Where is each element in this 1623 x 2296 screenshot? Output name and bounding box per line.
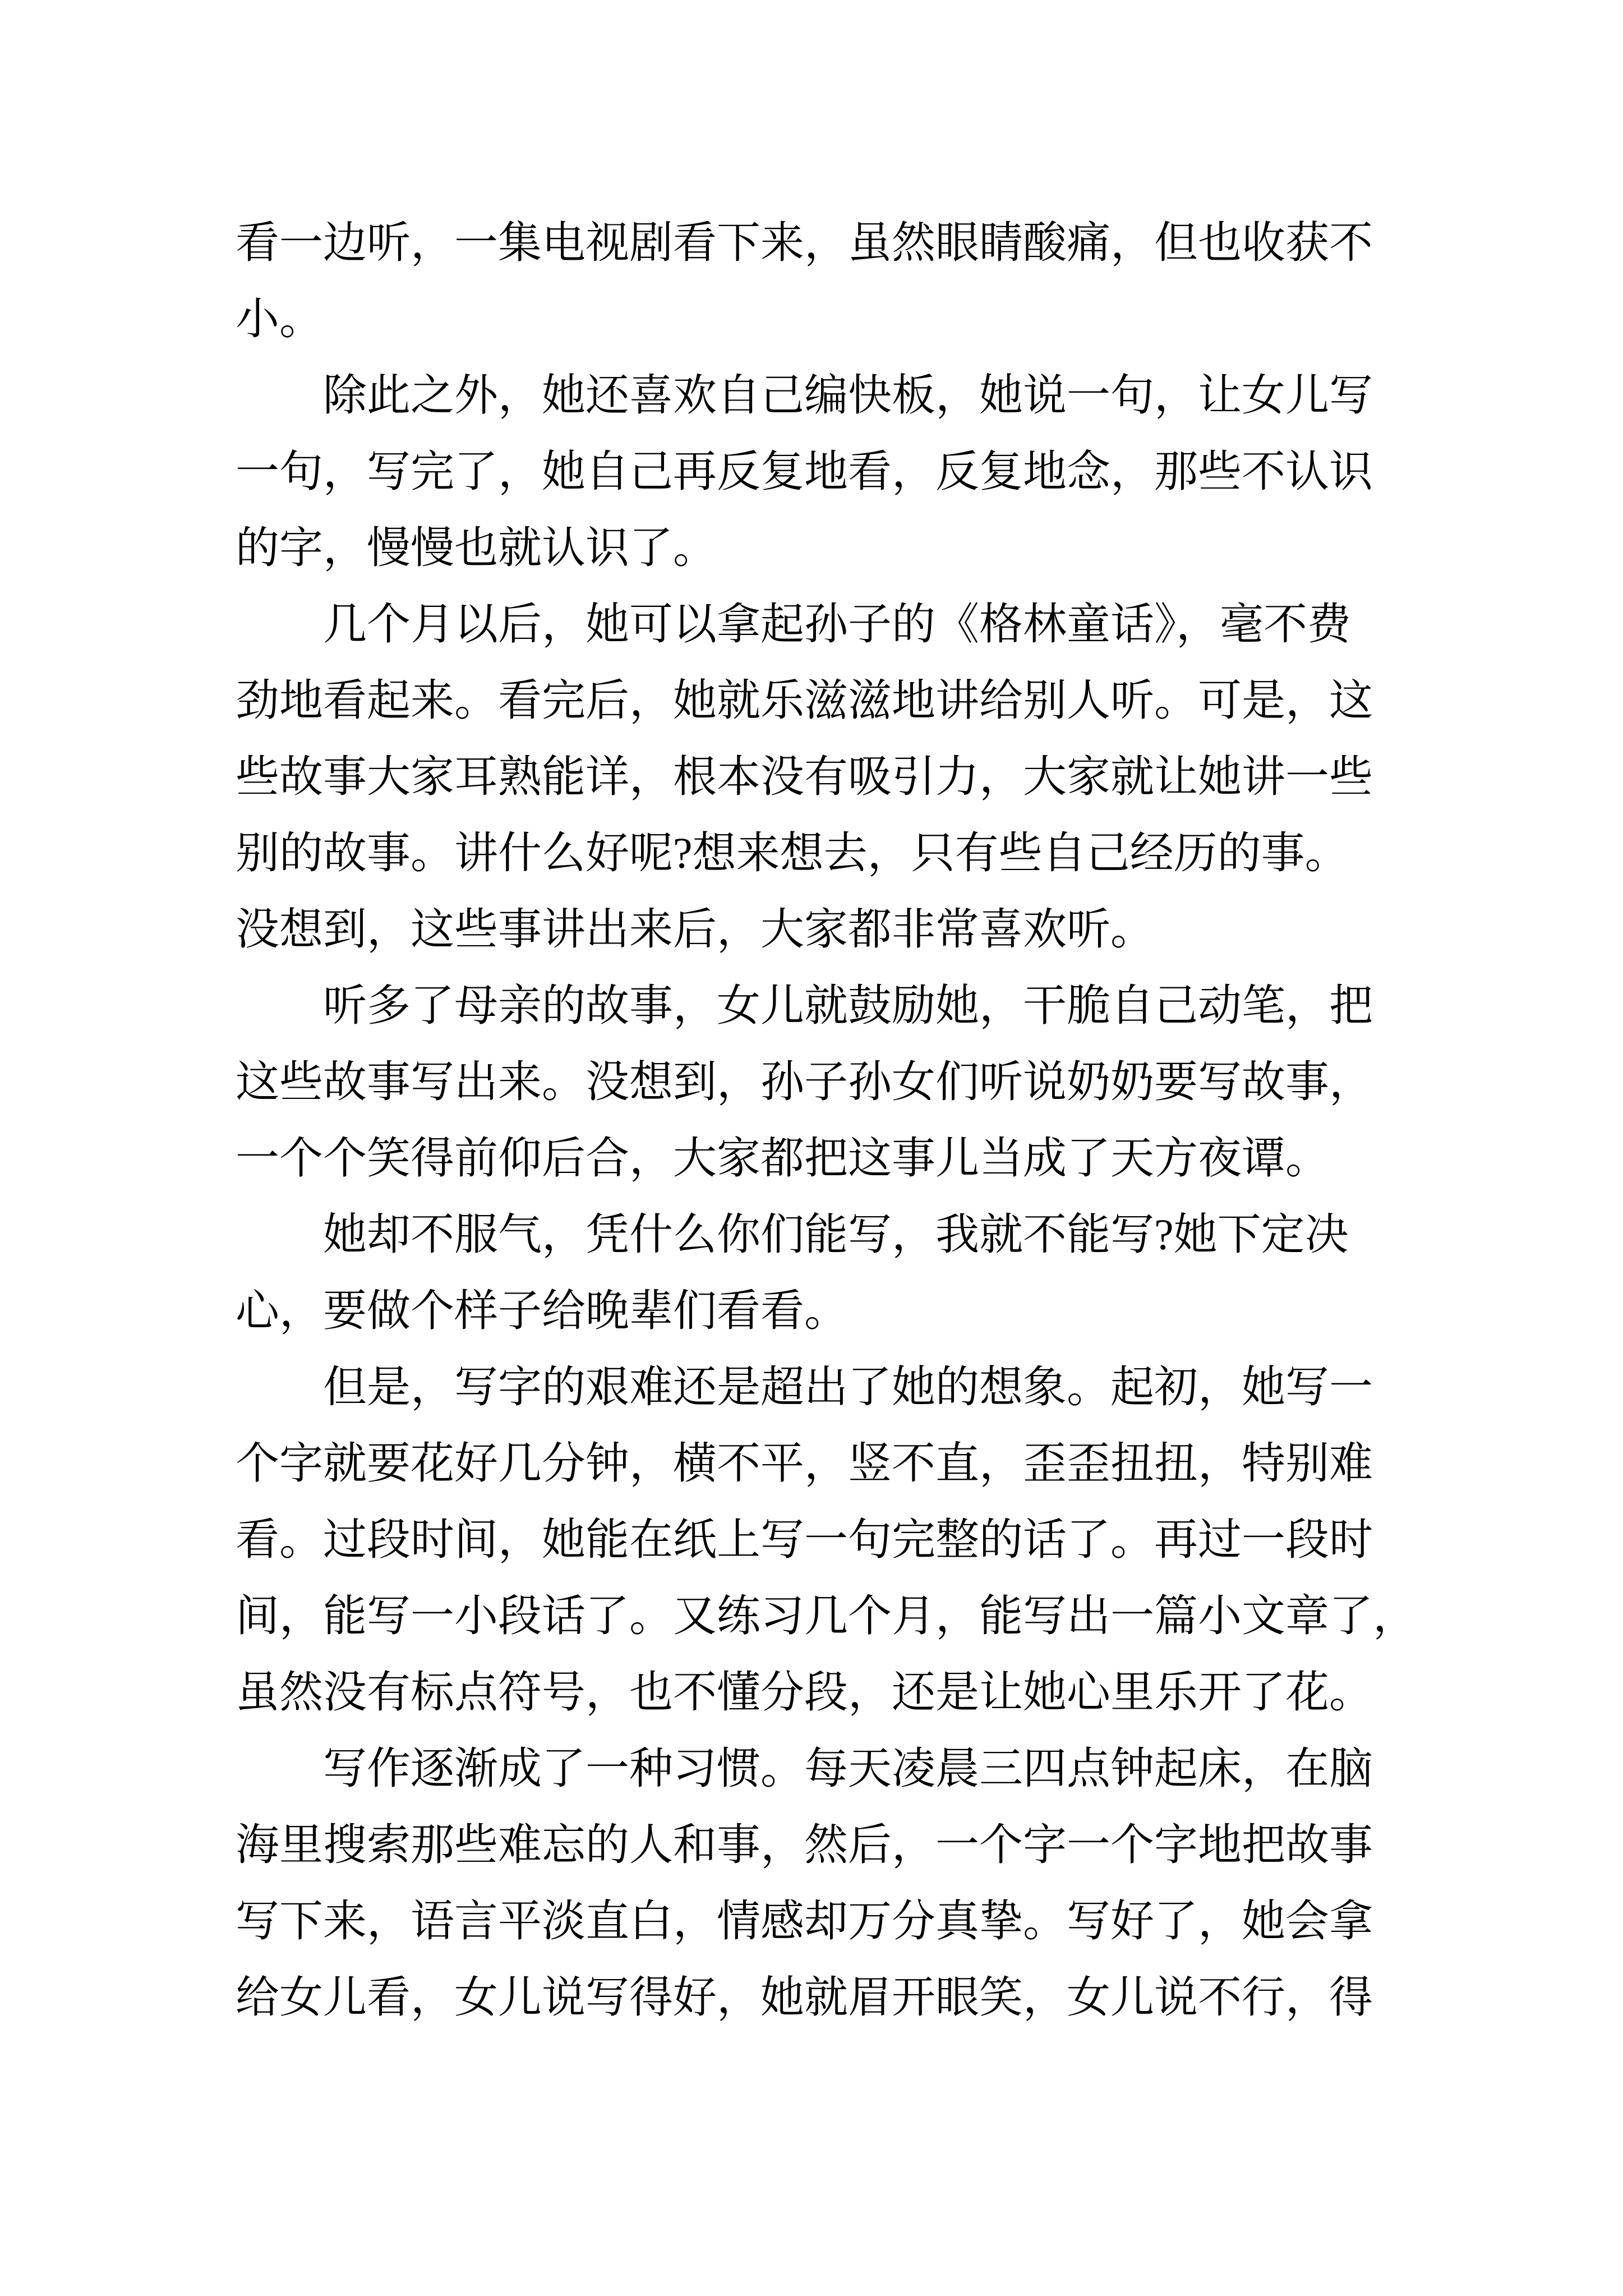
text-line: 一句，写完了，她自己再反复地看，反复地念，那些不认识	[236, 447, 1373, 496]
text-line: 些故事大家耳熟能详，根本没有吸引力，大家就让她讲一些	[236, 752, 1373, 801]
text-line: 写下来，语言平淡直白，情感却万分真挚。写好了，她会拿	[236, 1897, 1373, 1945]
text-line: 间，能写一小段话了。又练习几个月，能写出一篇小文章了，	[236, 1591, 1417, 1640]
text-line: 听多了母亲的故事，女儿就鼓励她，干脆自己动笔，把	[323, 981, 1373, 1030]
text-line: 给女儿看，女儿说写得好，她就眉开眼笑，女儿说不行，得	[236, 1973, 1373, 2022]
text-line: 没想到，这些事讲出来后，大家都非常喜欢听。	[236, 905, 1155, 954]
text-line: 写作逐渐成了一种习惯。每天凌晨三四点钟起床，在脑	[323, 1744, 1373, 1793]
text-line: 别的故事。讲什么好呢?想来想去，只有些自己经历的事。	[236, 829, 1349, 877]
text-line: 个字就要花好几分钟，横不平，竖不直，歪歪扭扭，特别难	[236, 1439, 1373, 1488]
text-line: 一个个笑得前仰后合，大家都把这事儿当成了天方夜谭。	[236, 1134, 1330, 1182]
text-line: 除此之外，她还喜欢自己编快板，她说一句，让女儿写	[323, 371, 1373, 420]
text-line: 小。	[236, 295, 324, 343]
text-line: 几个月以后，她可以拿起孙子的《格林童话》，毫不费	[323, 600, 1352, 648]
text-line: 虽然没有标点符号，也不懂分段，还是让她心里乐开了花。	[236, 1668, 1373, 1717]
text-line: 看一边听，一集电视剧看下来，虽然眼睛酸痛，但也收获不	[236, 218, 1373, 267]
body-text	[236, 205, 1424, 2036]
text-line: 劲地看起来。看完后，她就乐滋滋地讲给别人听。可是，这	[236, 676, 1373, 725]
text-line: 这些故事写出来。没想到，孙子孙女们听说奶奶要写故事，	[236, 1057, 1373, 1106]
text-line: 海里搜索那些难忘的人和事，然后，一个字一个字地把故事	[236, 1820, 1373, 1869]
text-line: 心，要做个样子给晚辈们看看。	[236, 1286, 849, 1335]
text-line: 她却不服气，凭什么你们能写，我就不能写?她下定决	[323, 1210, 1349, 1259]
text-line: 看。过段时间，她能在纸上写一句完整的话了。再过一段时	[236, 1515, 1373, 1564]
text-line: 的字，慢慢也就认识了。	[236, 523, 717, 572]
text-line: 但是，写字的艰难还是超出了她的想象。起初，她写一	[323, 1363, 1373, 1411]
